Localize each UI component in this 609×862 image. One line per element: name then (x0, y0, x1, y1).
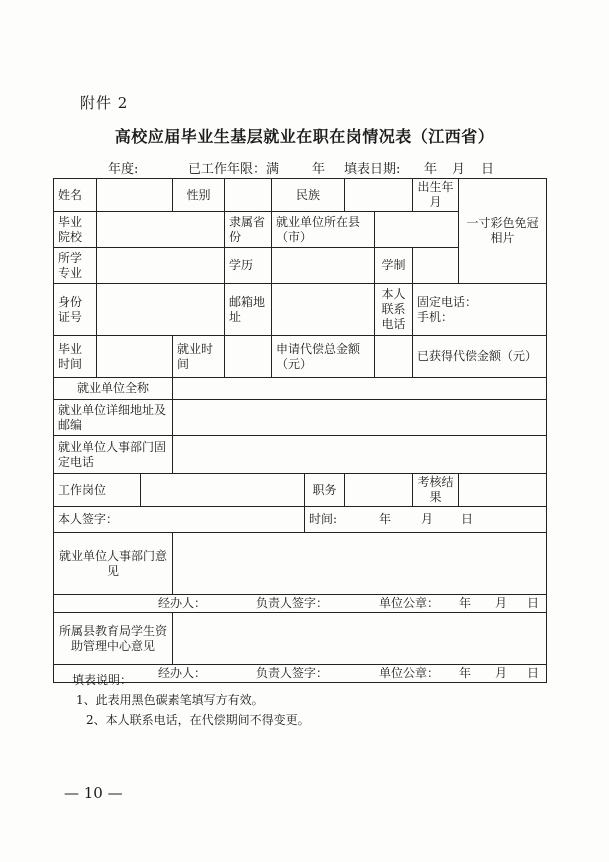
label-id: 身份证号 (54, 284, 97, 336)
label-school: 毕业院校 (54, 212, 97, 248)
label-county: 就业单位所在县（市） (272, 212, 375, 248)
edu-sign-month: 月 (495, 666, 508, 680)
label-name: 姓名 (54, 179, 97, 212)
edu-label-leader: 负责人签字： (256, 666, 329, 680)
label-employer-hr-phone: 就业单位人事部门固定电话 (54, 436, 173, 474)
label-employer-name: 就业单位全称 (54, 378, 173, 400)
input-ethnicity[interactable] (345, 179, 413, 212)
input-education[interactable] (272, 248, 375, 284)
note-item: 2、本人联系电话，在代偿期间不得变更。 (86, 713, 310, 727)
input-name[interactable] (97, 179, 173, 212)
input-gender[interactable] (225, 179, 272, 212)
edu-opinion-cell[interactable] (173, 613, 547, 665)
form-table (53, 178, 547, 683)
label-landline: 固定电话： (417, 294, 478, 309)
photo-placeholder[interactable]: 一寸彩色免冠相片 (459, 179, 547, 284)
note-item: 1、此表用黑色碳素笔填写方有效。 (76, 693, 264, 707)
label-ethnicity: 民族 (272, 179, 345, 212)
label-major: 所学专业 (54, 248, 97, 284)
input-employer-name[interactable] (173, 378, 547, 400)
notes-heading: 填表说明： (72, 673, 133, 687)
meta-year-unit: 年 (312, 162, 326, 177)
input-assessment[interactable] (459, 474, 547, 507)
label-assessment: 考核结果 (413, 474, 459, 507)
meta-date-day: 日 (481, 162, 495, 177)
input-grad-time[interactable] (97, 336, 173, 378)
label-birth: 出生年月 (413, 179, 459, 212)
input-apply-amount[interactable] (375, 336, 413, 378)
label-employer-address: 就业单位详细地址及邮编 (54, 400, 173, 436)
meta-fill-date: 填表日期: (344, 162, 401, 177)
hr-sign-day: 日 (527, 596, 540, 610)
hr-label-leader: 负责人签字： (256, 596, 329, 610)
input-job-time[interactable] (225, 336, 272, 378)
label-contact: 本人联系电话 (375, 284, 413, 336)
label-time: 时间: (309, 512, 338, 526)
edu-sign-day: 日 (527, 666, 540, 680)
hr-label-handler: 经办人： (158, 596, 207, 610)
label-apply-amount: 申请代偿总金额（元） (272, 336, 375, 378)
hr-sign-year: 年 (459, 596, 472, 610)
attachment-label: 附件 2 (80, 94, 129, 112)
self-sign-year: 年 (379, 512, 392, 526)
form-title: 高校应届毕业生基层就业在职在岗情况表（江西省） (114, 127, 495, 146)
edu-sign-year: 年 (459, 666, 472, 680)
label-province: 隶属省份 (225, 212, 272, 248)
form-notes (72, 670, 310, 730)
input-school[interactable] (97, 212, 225, 248)
input-position[interactable] (141, 474, 305, 507)
label-edu-opinion: 所属县教育局学生资助管理中心意见 (54, 613, 173, 665)
input-major[interactable] (97, 248, 225, 284)
hr-opinion-cell[interactable] (173, 533, 547, 595)
self-sign-date-cell[interactable] (305, 507, 547, 533)
meta-year: 年度: (108, 162, 139, 177)
input-county[interactable] (375, 212, 459, 248)
meta-date-month: 月 (452, 162, 466, 177)
input-id[interactable] (97, 284, 225, 336)
input-employer-hr-phone[interactable] (173, 436, 547, 474)
hr-label-seal: 单位公章： (379, 596, 440, 610)
label-postal: 邮箱地址 (225, 284, 272, 336)
self-sign-day: 日 (461, 512, 474, 526)
edu-label-seal: 单位公章： (379, 666, 440, 680)
label-grad-time: 毕业时间 (54, 336, 97, 378)
input-schooling[interactable] (413, 248, 459, 284)
meta-date-year: 年 (424, 162, 438, 177)
label-hr-opinion: 就业单位人事部门意见 (54, 533, 173, 595)
label-mobile: 手机： (417, 309, 454, 324)
label-schooling: 学制 (375, 248, 413, 284)
edu-label-handler: 经办人： (158, 666, 207, 680)
input-employer-address[interactable] (173, 400, 547, 436)
label-self-sign: 本人签字： (54, 507, 305, 533)
input-postal[interactable] (272, 284, 375, 336)
label-education: 学历 (225, 248, 272, 284)
self-sign-month: 月 (421, 512, 434, 526)
input-duty[interactable] (345, 474, 413, 507)
page-number: — 10 — (64, 784, 123, 802)
meta-worked-years: 已工作年限：满 (188, 162, 280, 177)
hr-sign-month: 月 (495, 596, 508, 610)
contact-cell[interactable] (413, 284, 547, 336)
label-position: 工作岗位 (54, 474, 141, 507)
hr-signature-row (54, 595, 547, 613)
label-duty: 职务 (305, 474, 345, 507)
label-received-amount: 已获得代偿金额（元） (413, 336, 547, 378)
label-job-time: 就业时间 (173, 336, 225, 378)
label-gender: 性别 (173, 179, 225, 212)
